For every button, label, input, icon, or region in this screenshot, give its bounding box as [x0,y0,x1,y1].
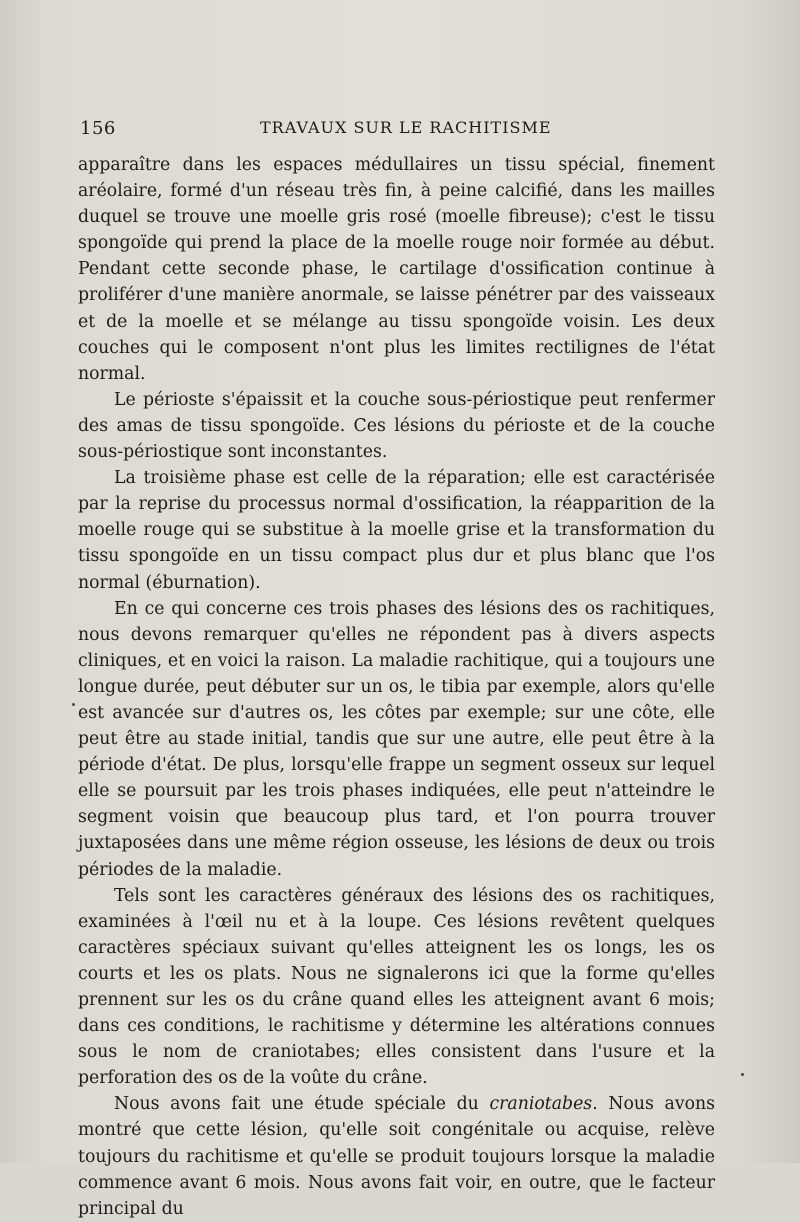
paragraph-4: En ce qui concerne ces trois phases des lésions des os rachitiques, nous devons remarquer qu'elles ne répondent pas à divers aspects cliniques, et en voici la raison. La maladie rachitique, qui a toujours une longue durée, peut débuter sur un os, le tibia par exemple, alors qu'elle est avancée sur d'autres os, les côtes par exemple; sur une côte, elle peut être au stade initial, tandis que sur une autre, elle peut être à la période d'état. De plus, lorsqu'elle frappe un segment osseux sur lequel elle se poursuit par les trois phases indiquées, elle peut n'atteindre le segment voisin que beaucoup plus tard, et l'on pourra trouver juxtaposées dans une même région osseuse, les lésions de deux ou trois périodes de la maladie. [78,598,715,880]
italic-term: craniotabes [489,1094,593,1115]
paragraph-3: La troisième phase est celle de la réparation; elle est caractérisée par la reprise du processus normal d'ossification, la réapparition de la moelle rouge qui se substitue à la moelle grise et la transformation du tissu spongoïde en un tissu compact plus dur et plus blanc que l'os normal (éburnation). [78,468,715,593]
paragraph-1: apparaître dans les espaces médullaires un tissu spécial, finement aréolaire, formé d'un réseau très fin, à peine calcifié, dans les mailles duquel se trouve une moelle gris rosé (moelle fibreuse); c'est le tissu spongoïde qui prend la place de la moelle rouge noir formée au début. Pendant cette seconde phase, le cartilage d'ossification continue à proliférer d'une manière anormale, se laisse pénétrer par des vaisseaux et de la moelle et se mélange au tissu spongoïde voisin. Les deux couches qui le composent n'ont plus les limites rectilignes de l'état normal. [78,155,715,384]
paragraph-2: Le périoste s'épaissit et la couche sous-périostique peut renfermer des amas de tissu spongoïde. Ces lésions du périoste et de la couche sous-périostique sont inconstantes. [78,389,715,463]
running-header [80,118,720,144]
paragraph-6-after: . Nous avons montré que cette lésion, qu'elle soit congénitale ou acquise, relève toujours du rachitisme et qu'elle se produit toujours lorsque la maladie commence avant 6 mois. Nous avons fait voir, en outre, que le facteur principal du [78,1094,715,1219]
page-number: 156 [80,118,116,139]
ink-speck [72,703,75,706]
paragraph-6 [78,1091,715,1221]
ink-speck [741,1073,744,1076]
running-title: TRAVAUX SUR LE RACHITISME [260,118,552,137]
paragraph-5: Tels sont les caractères généraux des lésions des os rachitiques, examinées à l'œil nu et à la loupe. Ces lésions revêtent quelques caractères spéciaux suivant qu'elles atteignent les os longs, les os courts et les os plats. Nous ne signalerons ici que la forme qu'elles prennent sur les os du crâne quand elles les atteignent avant 6 mois; dans ces conditions, le rachitisme y détermine les altérations connues sous le nom de craniotabes; elles consistent dans l'usure et la perforation des os de la voûte du crâne. [78,885,715,1089]
body-text [78,152,715,1222]
paragraph-6-before: Nous avons fait une étude spéciale du [114,1094,490,1115]
